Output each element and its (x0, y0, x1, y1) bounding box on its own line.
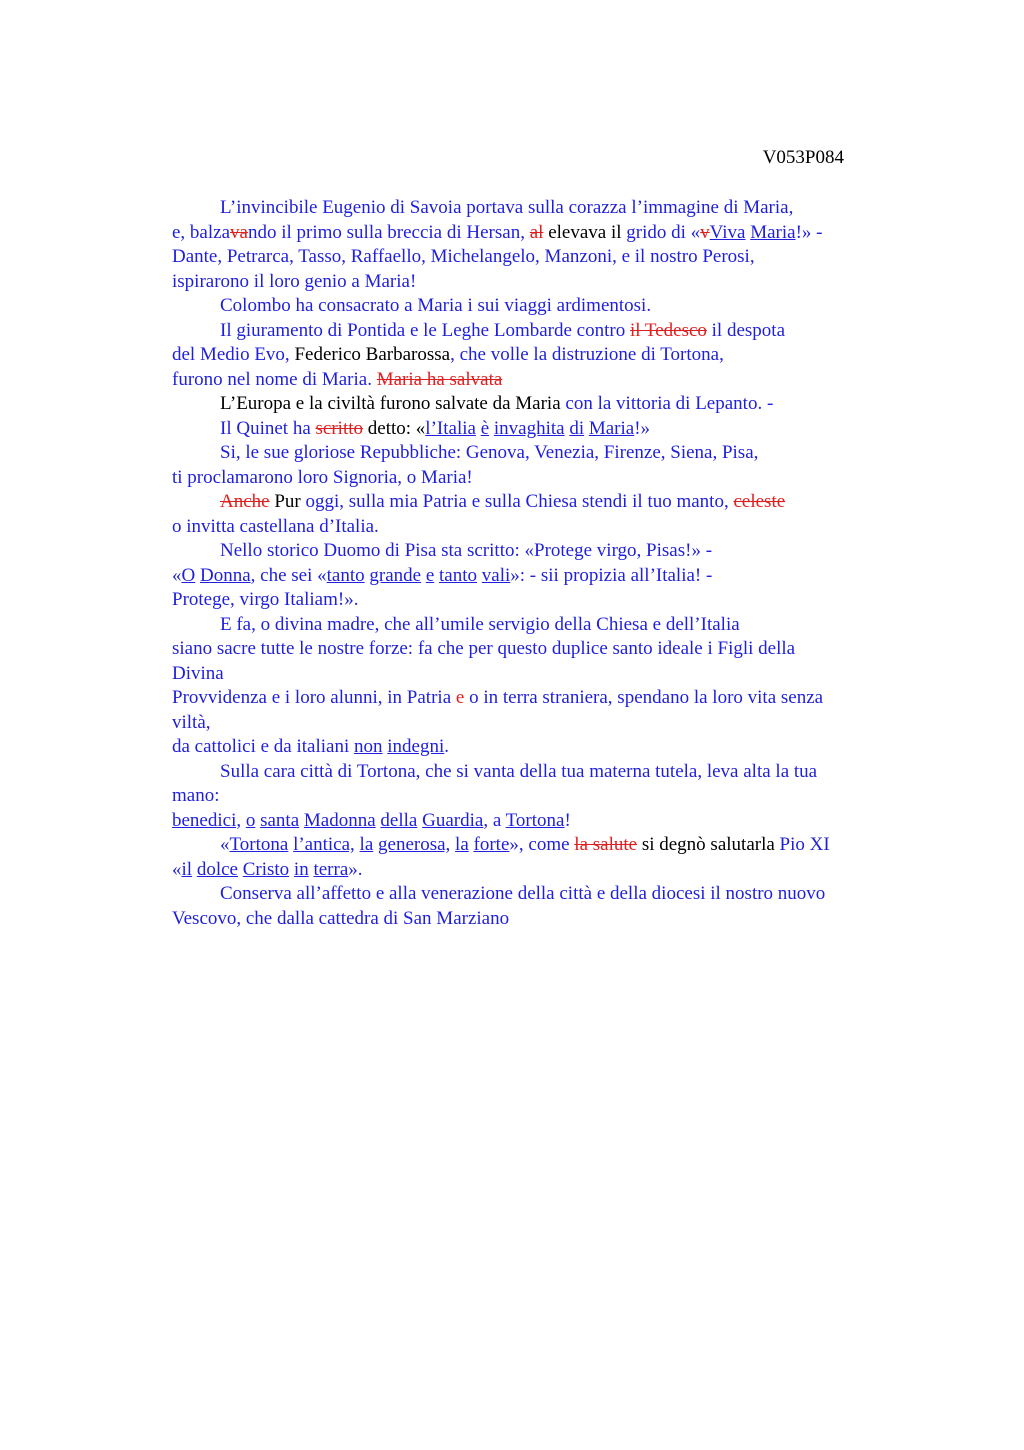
text-run: e, balza (172, 221, 231, 243)
text-run: del Medio Evo, (172, 344, 290, 365)
text-run: furono nel nome di Maria. (172, 368, 377, 390)
text-run: viltà, (172, 711, 211, 733)
text-line (172, 392, 887, 417)
text-run: Divina (172, 662, 224, 684)
text-line (172, 882, 887, 907)
text-run: !» (634, 417, 651, 439)
text-run: , a (483, 809, 506, 831)
text-line (172, 686, 887, 711)
text-line (172, 245, 887, 270)
text-run: « (172, 858, 182, 880)
text-line (172, 515, 887, 540)
text-line (172, 319, 887, 344)
underlined-text: dolce (196, 858, 238, 880)
original-text: detto: « (363, 417, 426, 439)
text-line (172, 343, 887, 368)
text-line (172, 662, 887, 687)
underlined-text: l’Italia (425, 417, 476, 439)
underlined-text: O (181, 564, 196, 586)
text-line (172, 833, 887, 858)
original-text: L’Europa e la civiltà (220, 393, 375, 414)
text-line (172, 858, 887, 883)
underlined-text: tanto (326, 564, 365, 586)
underlined-text: di (569, 417, 585, 439)
text-line (172, 564, 887, 589)
text-run: o invitta castellana d’Italia. (172, 515, 379, 537)
underlined-text: Tortona (505, 809, 565, 831)
text-line (172, 735, 887, 760)
underlined-text: benedici, (172, 809, 242, 831)
text-run: Si, le sue gloriose Repubbliche: Genova, Venezia, Firenze, Siena, Pisa, (220, 442, 759, 463)
underlined-text: generosa, (378, 834, 451, 855)
underlined-text: la (455, 834, 469, 855)
body-text (172, 196, 887, 931)
page-id: V053P084 (762, 147, 844, 168)
text-run: Provvidenza e i loro alunni, in Patria (172, 687, 456, 708)
text-run: oggi, sulla mia Patria e sulla Chiesa stendi il tuo manto, (300, 491, 734, 512)
text-run: Dante, Petrarca, Tasso, Raffaello, Michelangelo, Manzoni, e il nostro Perosi, (172, 246, 755, 267)
text-run: « (220, 834, 230, 855)
text-line (172, 784, 887, 809)
text-run: il despota (706, 319, 786, 341)
text-run: ispirarono il loro genio a Maria! (172, 270, 417, 292)
text-run: Conserva all’affetto e alla venerazione della città e della diocesi il nostro nuovo (220, 883, 826, 904)
text-run: Il giuramento di Pontida e le Leghe Lombarde contro (220, 319, 630, 341)
underlined-text: Madonna (303, 809, 376, 831)
text-line (172, 221, 887, 246)
text-line (172, 417, 887, 442)
text-line (172, 637, 887, 662)
underlined-text: l’antica, (293, 834, 355, 855)
underlined-text: Tortona (229, 834, 289, 855)
text-run: , che volle la distruzione di Tortona, (450, 344, 724, 365)
underlined-text: è (480, 417, 490, 439)
text-run: ti proclamarono loro Signoria, o Maria! (172, 466, 473, 488)
text-run: Nello storico Duomo di Pisa sta scritto: «Protege virgo, Pisas!» - (220, 540, 713, 561)
text-line (172, 760, 887, 785)
text-run: mano: (172, 785, 220, 806)
text-line (172, 539, 887, 564)
text-run: con la vittoria di Lepanto. - (560, 393, 774, 414)
original-text: Federico Barbarossa (289, 344, 451, 365)
text-run: Colombo ha consacrato a Maria i sui viaggi ardimentosi. (220, 295, 652, 316)
underlined-text: il (181, 858, 193, 880)
text-line (172, 613, 887, 638)
text-line (172, 196, 887, 221)
underlined-text: la (359, 834, 374, 855)
text-run: »: - sii propizia all’Italia! - (510, 564, 713, 586)
underlined-text: e (425, 564, 435, 586)
text-run: Il Quinet ha (220, 417, 316, 439)
deleted-text: Anche (220, 491, 270, 512)
underlined-text: Donna (199, 564, 251, 586)
underlined-text: Maria (588, 417, 635, 439)
text-line (172, 907, 887, 932)
text-line (172, 294, 887, 319)
original-text: elevava il (543, 221, 622, 243)
text-run: « (172, 564, 182, 586)
text-line (172, 490, 887, 515)
deleted-text: Maria ha salvata (376, 368, 503, 390)
underlined-text: tanto (439, 564, 478, 586)
text-run: Protege, virgo Italiam!». (172, 589, 359, 610)
text-run: ndo il primo sulla breccia di Hersan, (247, 221, 530, 243)
underlined-text: santa (260, 809, 300, 831)
underlined-text: indegni (387, 736, 445, 757)
text-line (172, 270, 887, 295)
original-text: furono salvate da Maria (374, 393, 561, 414)
text-line (172, 711, 887, 736)
deleted-text: v (700, 221, 710, 243)
original-text: Pur (269, 491, 301, 512)
deleted-text: al (529, 221, 544, 243)
underlined-text: Maria (750, 221, 796, 243)
deleted-char: e (455, 687, 465, 708)
deleted-text: la salute (574, 834, 638, 855)
deleted-text: celeste (733, 491, 786, 512)
underlined-text: terra (313, 858, 349, 880)
underlined-text: non (354, 736, 383, 757)
text-run: E fa, o divina madre, che all’umile servigio della Chiesa e dell’Italia (220, 613, 740, 635)
text-line (172, 368, 887, 393)
text-run: grido di « (621, 221, 701, 243)
deleted-text: scritto (315, 417, 364, 439)
text-run: Sulla cara città di Tortona, che si vanta della tua materna tutela, leva alta la tua (220, 760, 818, 782)
original-text: si degnò salutarla (637, 834, 775, 855)
text-line (172, 588, 887, 613)
underlined-text: invaghita (493, 417, 565, 439)
underlined-text: vali (481, 564, 511, 586)
deleted-text: il Tedesco (629, 319, 707, 341)
text-run: siano sacre tutte le nostre forze: fa che per questo duplice santo ideale i Figli della (172, 638, 796, 659)
text-run: !» - (795, 221, 823, 243)
deleted-text: va (230, 221, 248, 243)
underlined-text: Viva (709, 221, 746, 243)
text-line (172, 809, 887, 834)
text-line (172, 466, 887, 491)
underlined-text: della (380, 809, 418, 831)
text-run: o in terra straniera, spendano la loro vita senza (464, 687, 824, 708)
text-run: Pio XI (774, 834, 830, 855)
underlined-text: Cristo (242, 858, 290, 880)
underlined-text: forte (473, 834, 510, 855)
underlined-text: grande (369, 564, 422, 586)
text-run: L’invincibile Eugenio di Savoia portava sulla corazza l’immagine di Maria, (220, 197, 794, 218)
text-run: », come (509, 834, 575, 855)
underlined-text: in (293, 858, 309, 880)
text-run: da cattolici e da italiani (172, 736, 355, 757)
underlined-text: Guardia (422, 809, 484, 831)
text-run: , che sei « (250, 564, 327, 586)
text-run: ». (348, 858, 363, 880)
text-run: ! (564, 809, 571, 831)
text-run: . (444, 736, 450, 757)
text-line (172, 441, 887, 466)
underlined-text: o (245, 809, 256, 831)
text-run: Vescovo, che dalla cattedra di San Marziano (172, 907, 510, 929)
